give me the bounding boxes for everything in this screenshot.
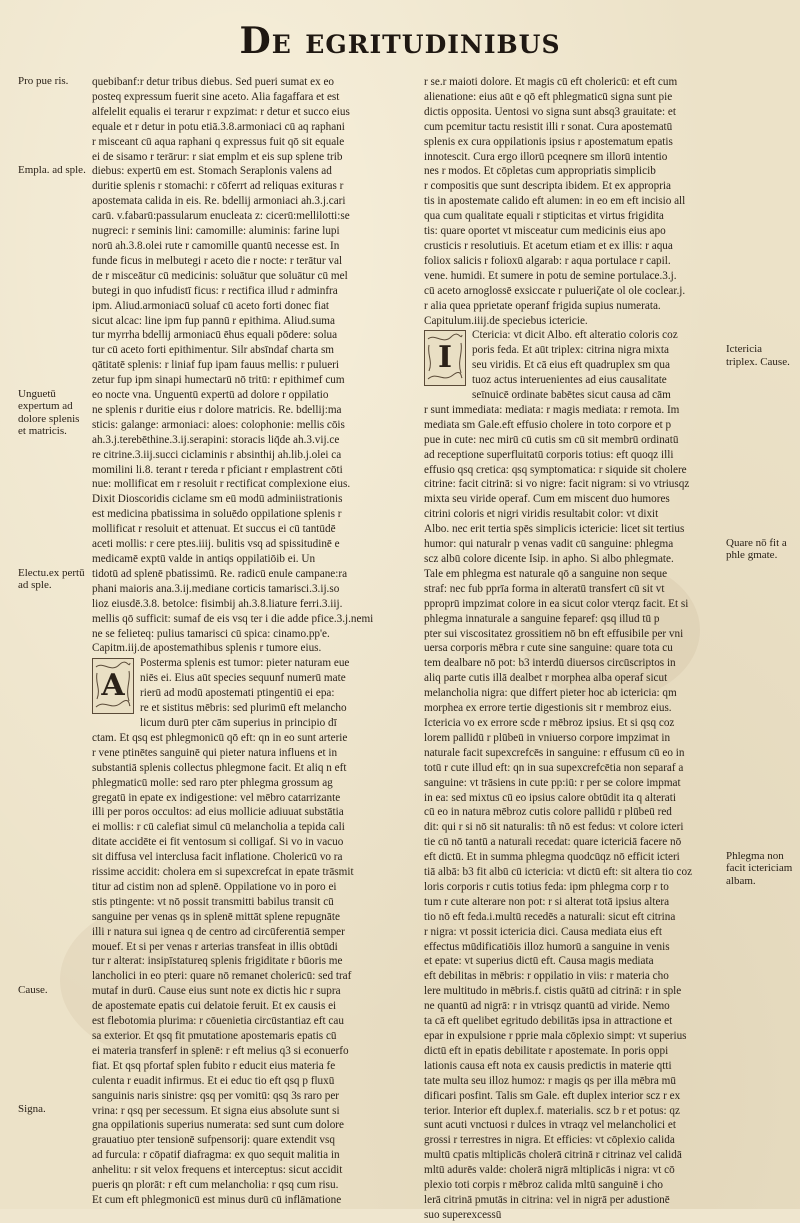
text-line: ditate accidēte ei fit ventosum si colligaf. Si vo in vacuo [92,836,344,849]
text-line: mutaf in durū. Cause eius sunt note ex dictis hic r supra [92,985,341,998]
text-line: mediata sm Gale.eft effusio cholere in toto corpore et p [424,418,672,431]
text-line: medicamē exptū valde in antiqs oppilatiōib ei. Un [92,553,316,565]
text-line: Tale em phlegma est naturale qō a sanguine non seque [424,567,668,580]
text-line: vene. humidi. Et sumere in potu de semine portulace.3.j. [424,269,677,282]
margin-note: Cause. [18,983,48,996]
text-line: ah.3.j.terebēthine.3.ij.serapini: storacis liq̄de ah.3.vij.ce [92,433,340,446]
text-line: funde ficus in melbutegi r aceto die r nocte: r terātur val [92,254,343,267]
text-line: tis: quare oportet vt misceatur cum medicinis eius apo [424,225,666,238]
margin-note: Quare nō fit a phle gmate. [726,536,787,562]
text-line: ne quantū ad nigrā: r in vtrisqz quantū ad viride. Nemo [424,1000,670,1013]
text-line: grossi r terrestres in nigra. Et efficies: vt cōplexio calida [424,1134,675,1147]
text-line: eft dictū. Et in summa phlegma quodcūqz nō efficit icteri [424,851,680,864]
text-line: rierū ad modū apostemati ptingentiū ei epa: [140,687,335,700]
text-line: ei de sisamo r terārur: r siat emplm et eis sup splene trib [92,150,343,163]
text-line: fiat. Et qsq pfortaf splen fubito r educit eius materia fe [92,1059,336,1072]
text-line: eft debilitas in mēbris: r oppilatio in viis: r materia cho [424,970,669,983]
text-line: Et cum eft phlegmonicū est minus durū cū inflāmatione [92,1193,342,1206]
text-line: posteq expressum fuerit sine aceto. Alia fagaffara et est [92,90,340,103]
text-line: nes r modos. Et cōpletas cum appropriatis simplicib [424,165,656,178]
text-line: dictū eft in epatis debilitate r apostemate. In poris oppi [424,1044,669,1057]
text-line: tum r cute alterare non pot: r si alterat totā ipsius altera [424,895,670,908]
text-line: in ea: sed mixtus cū eo ipsius calore obtūdit ita q alterati [424,791,676,804]
text-line: ad furcula: r cōpatif diafragma: ex quo sequit malitia in [92,1149,340,1162]
text-line: grauatiuo pter tensionē sufpensorij: quare extendit vsq [92,1134,335,1147]
text-line: momilini li.8. terant r tereda r pficiant r emplastrent cōti [92,463,343,476]
text-line: alfelelit equalis ei terarur r expzimat: r detur et succo eius [92,105,350,118]
text-line: licum durū pter cām superius in principio dī [140,716,337,729]
text-line: phlegmaticū molle: sed raro pter phlegma grossum ag [92,776,333,789]
text-line: citrini coloris et nigri viridis resultabit color: vt dixit [424,508,659,521]
text-line: mellis qō sufficit: sumaf de eis vsq ter i die adde pfice.3.j.nemi [92,612,374,625]
text-line: nugreci: r seminis lini: camomille: aluminis: farine lupi [92,225,340,238]
text-line: de r misceātur cū medicinis: soluātur que soluātur cū mel [92,269,348,282]
text-line: ne splenis r duritie eius r dolore matricis. Re. bdellij:ma [92,403,342,416]
text-line: vrina: r qsq per secessum. Et signa eius absolute sunt si [92,1104,340,1117]
text-line: r alia quea pprietate operanf frigida supius numerata. [424,299,661,312]
text-line: sa exterior. Et qsq fit pmutatione apostemaris epatis cū [92,1030,337,1042]
text-line: Ctericia: vt dicit Albo. eft alteratio coloris coz [472,329,678,342]
text-line: tio nō eft feda.i.multū recedēs a naturali: sicut eft citrina [424,910,676,923]
text-line: gna oppilationis superius numerata: sed sunt cum dolore [92,1119,344,1132]
text-line: tur r alterat: insipīstatureq splenis frigiditate r būoris me [92,955,343,968]
text-line: et epate: vt superius dictū eft. Causa magis mediata [424,955,654,968]
text-line: mixta seu viride operaf. Cum em miscent duo humores [424,493,670,506]
text-line: seu viridis. Et cā eius eft quadruplex sm qua [472,359,670,372]
text-line: rissime accidit: cholera em si supexcrefcat in epate trāsmit [92,866,354,879]
text-line: pproprū impzimat colore in ea sicut color vterqz facit. Et si [424,597,689,610]
text-line: qātitatē splenis: r liniaf fup ipam fauus mellis: r pulueri [92,359,339,372]
text-line: uersa corporis mēbra r cute sine sanguine: quare tota cu [424,642,673,655]
text-line: crusticis r resolutiuis. Et acetum etiam et ex illis: r aqua [424,239,673,252]
text-line: diebus: expertū em est. Stomach Seraplonis valens ad [92,165,332,178]
text-line: pue in cute: nec mirū cū cutis sm cū sit membrū ordinatū [424,433,679,446]
text-line: lioz eiusdē.3.8. betolce: fisimbij ah.3.8.liature ferri.3.iij. [92,597,343,610]
text-line: naturale facit supexcrefcēs in sanguine: r effusum cū eo in [424,746,685,759]
text-line: tuoz actus interuenientes ad eius causalitate [472,374,667,387]
text-line: lorem pallidū r plūbeū in vniuerso corpore impzimat in [424,731,671,744]
text-line: sunt acuti vnctuosi r dulces in vtraqz vel melancholici et [424,1119,676,1132]
text-line: aceti mollis: r cere ptes.iiij. bulitis vsq ad spissitudinē e [92,538,340,551]
text-line: Albo. nec erit tertia spēs simplicis ictericie: licet sit tertius [424,523,685,536]
text-line: culenta r euadit infirmus. Et ei educ tio eft qsq p fluxū [92,1074,335,1087]
text-line: butegi in quo infudistī ficus: r rectifica illud r adminfra [92,284,338,297]
text-line: re citrine.3.iij.succi ciclaminis r absinthij ah.lib.j.olei ca [92,448,342,461]
text-line: phani maioris ana.3.ij.mediane corticis tamarisci.3.ij.so [92,582,340,595]
text-line: sanguine per venas qs in splenē mittāt splene repugnāte [92,910,340,923]
text-line: suo superexcessū [424,1208,502,1221]
decorated-initial-right [424,330,466,386]
text-line: tiā albā: b3 fit albū cū ictericia: vt dictū eft: sit altera tio coz [424,866,693,879]
text-line: citrine: facit citrinā: si vo nigre: facit nigram: si vo vtriusqz [424,478,690,491]
text-line: est medicina pbatissima in soluēdo oppilatione splenis r [92,508,342,521]
text-line: r sunt immediata: mediata: r magis mediata: r remota. Im [424,403,680,416]
text-line: dit: qui r si nō sit naturalis: tñ nō est fedus: vt colore icteri [424,821,684,834]
text-line: r misceant cū aqua raphani q expressus fuit qō sit equale [92,135,345,148]
text-line: sanguine: vt trāsiens in cute pp:iū: r per se colore impmat [424,776,681,789]
text-line: lerā citrinā pmutās in citrina: vel in nigrā per adustionē [424,1193,670,1206]
text-line: r se.r maioti dolore. Et magis cū eft cholericū: et eft cum [424,76,678,88]
text-line: equale et r detur in potu etiā.3.8.armoniaci cū aq raphani [92,120,345,133]
text-line: tidotū ad splenē pbatissimū. Re. radicū enule campane:ra [92,567,348,580]
text-line: morphea ex errore tertie digestionis sit r membroz eius. [424,702,672,715]
text-line: splenis ex cura oppilationis ipsius r apostematum epatis [424,135,673,148]
text-line: illi r natura sui ignea q de centro ad circūferentiā semper [92,925,345,938]
text-line: carū. v.fabarū:passularum enucleata z: cicerū:mellilotti:se [92,210,350,223]
text-line: effectus mūdificatiōis illoz humorū a sanguine in venis [424,940,670,953]
text-line: lere multitudo in mēbris.f. cistis quātū ad citrinā: r in sple [424,985,682,998]
margin-note: Unguetū expertum ad dolore splenis et matricis. [18,387,80,438]
text-line: multū cpatis mltiplicās cholerā citrinā r citrinaz vel calidā [424,1149,682,1162]
text-line: zetur fup ipm sinapi humectarū nō tritū: r epithimef cum [92,374,345,387]
initial-letter: I [437,339,453,375]
text-line: sanguinis naris sinistre: qsq per vomitū: qsq 3s raro per [92,1089,340,1102]
text-line: cum pcemitur tactu resistit illi r sonat. Cura apostematū [424,120,673,133]
text-line: Dixit Dioscoridis ciclame sm eū modū adminiistrationis [92,493,343,506]
text-line: qua cum qualitate equali r stipticitas et virtus frigidita [424,210,664,223]
text-line: substantiā splenis collectus phlegmone facit. Et aliq n eft [92,761,347,774]
text-line: sit diffusa vel interclusa facit inflatione. Cholericū vo ra [92,851,343,864]
page-header-title: De egritudinibus [239,20,561,62]
text-line: sticis: galange: armoniaci: aloes: colophonie: mellis cōis [92,418,345,431]
right-text-column [424,75,722,1223]
text-line: mouef. Et si per venas r arterias transfeat in illis obtūdi [92,940,338,953]
decorated-initial-left [92,658,134,714]
text-line: cū aceto arnoglossē exsiccate r pulueriζate ol ole coclear.j. [424,284,686,297]
text-line: effusio qsq cretica: qsq symptomatica: r siquide sit cholere [424,463,687,476]
text-line: ei materia transferf in splenē: r eft melius q3 si econuerfo [92,1044,349,1057]
text-line: ta cā eft quelibet egritudo debilitās ipsa in attractione et [424,1015,673,1028]
text-line: re et sistitus mēbris: sed plurimū eft melancho [140,702,347,715]
margin-note: Ictericia triplex. Cause. [726,343,790,368]
text-line: r vene ptinētes sanguinē qui pieter natura influens et in [92,746,338,759]
text-line: illi per poros occultos: ad eius mollicie adiuuat substātia [92,806,344,819]
text-line: de apostemate epatis cui delatoie feruit. Et ex causis ei [92,1000,337,1013]
text-line: pueris qn plorāt: r eft cum melancholia: r qsq cum risu. [92,1179,339,1192]
text-line: tie cū nō tantū a naturali recedat: quare ictericiā facere nō [424,836,682,849]
text-line: sicut alcac: line ipm fup pannū r epithima. Aliud.suma [92,314,335,327]
text-line: Capitm.iij.de apostemathibus splenis r tumore eius. [92,642,322,655]
text-line: aliq parte cutis illā dealbet r morphea alba operaf sicut [424,672,668,685]
text-line: ne se felieteq: pulius tamarisci cū spica: cinamo.pp'e. [92,627,330,640]
text-line: scz albū colore dicente Isip. in apho. Si albo phlegmate. [424,553,674,565]
text-line: lationis causa eft nota ex causis predictis in materie qtti [424,1059,672,1072]
text-line: straf: nec fub pprīa forma in alteratū transfert cū sit vt [424,582,665,595]
text-line: quebibanf:r detur tribus diebus. Sed pueri sumat ex eo [92,76,335,88]
text-line: apostemata calida in eis. Re. bdellij armoniaci ah.3.j.cari [92,195,346,208]
margin-note: Empla. ad sple. [18,164,86,177]
text-line: duritie splenis r stomachi: r cōferrt ad reliquas exituras r [92,180,344,193]
text-line: titur ad cistim non ad splenē. Oppilatione vo in poro ei [92,880,337,893]
text-line: Posterma splenis est tumor: pieter naturam eue [140,657,350,670]
margin-note: Signa. [18,1103,46,1116]
text-line: norū ah.3.8.olei rute r camomille quantū necesse est. In [92,239,340,252]
text-line: r nigra: vt possit ictericia dici. Causa mediata eius eft [424,925,662,938]
margin-note: Phlegma non facit ictericiam albam. [726,849,793,887]
text-line: innotescit. Cura ergo illorū pceqnere sm illorū intentio [424,150,668,163]
text-line: tur cū aceto forti epithimentur. Silr absīndaf charta sm [92,344,335,357]
text-line: dificari posfint. Talis sm Gale. eft duplex interior scz r ex [424,1089,681,1102]
text-line: niēs ei. Eius aūt species sequunf numerū mate [140,672,346,685]
initial-letter: A [101,667,125,703]
text-line: humor: qui naturalr p venas vadit cū sanguine: phlegma [424,538,674,551]
text-line: nue: mollificat em r resoluit r rectificat complexione eius. [92,478,351,491]
text-line: ctam. Et qsq est phlegmonicū qō eft: qn in eo sunt arterie [92,731,348,744]
text-line: dictis opposita. Uentosi vo signa sunt absq3 grauitate: et [424,105,676,118]
text-line: cū eo in natura mēbroz cutis colore pallidū r plūbeū red [424,806,672,819]
text-line: foliox salicis r folioxū algarab: r aqua portulace r capil. [424,254,671,267]
margin-note: Pro pue ris. [18,75,69,87]
text-line: anhelitu: r sit velox frequens et interceptus: sicut accidit [92,1164,343,1177]
text-line: epar in expulsione r pprie mala cōplexio simpt: vt superius [424,1030,687,1042]
text-line: ei mollis: r cū calefiat simul cū melancholia a tepida cali [92,821,345,834]
text-line: tem dealbare nō pot: b3 interdū diuersos circūscriptos in [424,657,676,670]
text-line: Ictericia vo ex errore scde r mēbroz ipsius. Et si qsq coz [424,716,675,729]
text-line: r compositis que sunt descripta ibidem. Et ex appropria [424,180,671,193]
text-line: est flebotomia plurima: r cōuenietia circūstantiaz eft cau [92,1015,344,1028]
text-line: gregatū in epate ex indigestione: vel mēbro catarrizante [92,791,341,804]
text-line: tis in apostemate calido eft alumen: in eo em eft incisio all [424,195,686,208]
text-line: totū r cute illud eft: qn in sua supexcrefcētia non separaf a [424,761,684,774]
text-line: ad receptione superfluitatū corporis totius: eft quoqz illi [424,448,674,461]
text-line: terior. Interior eft duplex.f. materialis. scz b r et potus: qz [424,1104,680,1117]
text-line: tate multa seu illoz humoz: r magis qs per illa mēbra mū [424,1074,676,1087]
text-line: eo nocte vna. Unguentū expertū ad dolore r oppilatio [92,389,329,402]
text-line: alienatione: eius aūt e qō eft phlegmaticū signa sunt pie [424,90,673,103]
text-line: mltū adurēs valde: cholerā nigrā mltiplicās i nigra: vt cō [424,1164,675,1177]
margin-note: Electu.ex pertū ad sple. [18,566,85,592]
text-line: phlegma innaturale a sanguine feparef: qsq illud tū p [424,612,660,625]
text-line: pter sui viscositatez grossitiem nō bn eft effusibile per vni [424,627,684,640]
text-line: stis ptingente: vt nō possit transmitti babilus transit cū [92,895,334,908]
text-line: poris feda. Et aūt triplex: citrina nigra mixta [472,344,669,357]
text-line: tur myrrha bdellij armoniacū ēhus equali pōdere: solua [92,329,338,342]
text-line: mollificat r resoluit et attenuat. Et succus ei cū tantūdē [92,523,336,536]
text-line: seīnuicē ordinate babētes sicut causa ad cām [472,389,671,402]
text-line: Capitulum.iiij.de speciebus ictericie. [424,314,588,327]
left-text-column [92,75,386,1208]
text-line: lancholici in eo pteri: quare nō remanet cholericū: sed traf [92,970,352,983]
text-line: ipm. Aliud.armoniacū soluaf cū aceto forti donec fiat [92,299,330,312]
text-line: plexio toti corpis r mēbroz calida mltū sanguinē i cho [424,1179,663,1192]
text-line: loris corporis r cutis totius feda: ipm phlegma corp r to [424,880,669,893]
text-line: melancholia nigra: que differt pieter hoc ab ictericia: qm [424,687,677,700]
